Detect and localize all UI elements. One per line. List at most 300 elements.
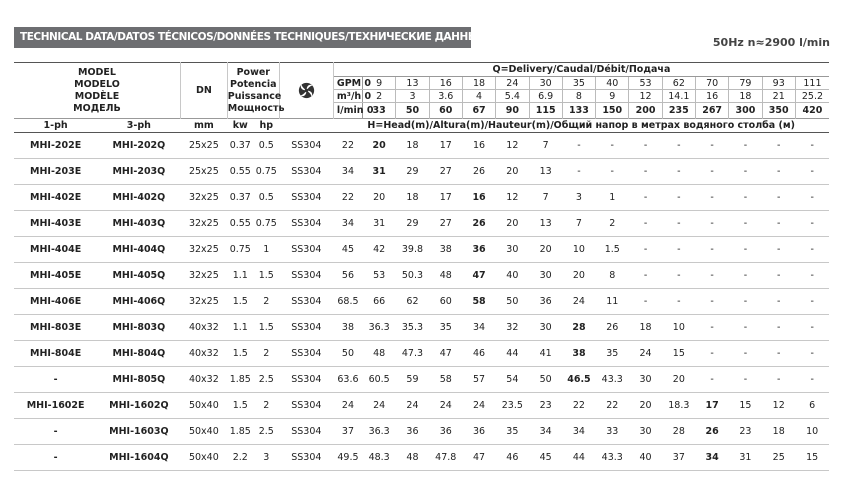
head-value: 17 xyxy=(695,393,728,419)
m3h-value: 16 xyxy=(695,90,728,103)
lmin-value: 267 xyxy=(695,103,728,119)
model-3ph: MHI-402Q xyxy=(97,185,180,211)
lmin-value: 200 xyxy=(629,103,662,119)
head-value: - xyxy=(795,159,829,185)
head-value: - xyxy=(762,237,795,263)
material-cell: SS304 xyxy=(279,367,333,393)
head-value: 29 xyxy=(396,211,429,237)
model-label-es: MODELO xyxy=(74,78,120,90)
table-row xyxy=(14,367,829,393)
head-value: 18 xyxy=(396,133,429,159)
hp-cell: 1.5 xyxy=(253,315,279,341)
head-value: 35 xyxy=(496,419,529,445)
head-value: - xyxy=(729,315,762,341)
head-value: - xyxy=(629,237,662,263)
head-value: 20 xyxy=(662,367,695,393)
head-value: 20 xyxy=(562,263,595,289)
ph1-header: 1-ph xyxy=(14,119,97,133)
lmin-value: 235 xyxy=(662,103,695,119)
head-value: 28 xyxy=(662,419,695,445)
gpm-value: 16 xyxy=(429,77,462,90)
kw-cell: 1.1 xyxy=(227,263,253,289)
head-value: 12 xyxy=(496,185,529,211)
table-row xyxy=(14,263,829,289)
technical-data-table xyxy=(14,62,829,471)
head-value: 7 xyxy=(562,211,595,237)
head-value: 38 xyxy=(562,341,595,367)
head-value: - xyxy=(629,159,662,185)
kw-cell: 1.1 xyxy=(227,315,253,341)
model-1ph: MHI-405E xyxy=(14,263,97,289)
head-value: 34 xyxy=(333,211,362,237)
model-1ph: MHI-203E xyxy=(14,159,97,185)
lmin-value: 150 xyxy=(596,103,629,119)
head-value: 47.3 xyxy=(396,341,429,367)
head-value: 30 xyxy=(629,367,662,393)
head-value: 1.5 xyxy=(596,237,629,263)
head-value: - xyxy=(562,133,595,159)
dn-cell: 40x32 xyxy=(180,315,227,341)
material-cell: SS304 xyxy=(279,237,333,263)
head-value: 20 xyxy=(496,159,529,185)
material-cell: SS304 xyxy=(279,445,333,471)
head-value: 20 xyxy=(363,185,396,211)
head-value: 46 xyxy=(496,445,529,471)
head-value: 38 xyxy=(333,315,362,341)
power-label-es: Potencia xyxy=(230,78,277,90)
kw-cell: 1.5 xyxy=(227,341,253,367)
model-3ph: MHI-805Q xyxy=(97,367,180,393)
kw-cell: 0.55 xyxy=(227,211,253,237)
gpm-value: 9 xyxy=(363,77,396,90)
kw-cell: 1.5 xyxy=(227,393,253,419)
head-value: 30 xyxy=(496,237,529,263)
model-1ph: MHI-804E xyxy=(14,341,97,367)
model-label-en: MODEL xyxy=(78,66,116,78)
m3h-value: 12 xyxy=(629,90,662,103)
table-row xyxy=(14,133,829,159)
table-header xyxy=(14,63,829,133)
head-value: 23.5 xyxy=(496,393,529,419)
lmin-label: l/min 0 xyxy=(333,103,362,119)
head-value: - xyxy=(729,341,762,367)
head-value: - xyxy=(729,211,762,237)
m3h-label: m³/h 0 xyxy=(333,90,362,103)
head-value: 39.8 xyxy=(396,237,429,263)
head-value: 31 xyxy=(729,445,762,471)
m3h-value: 25.2 xyxy=(795,90,829,103)
head-value: - xyxy=(629,289,662,315)
gpm-value: 93 xyxy=(762,77,795,90)
table-row xyxy=(14,211,829,237)
head-value: - xyxy=(795,263,829,289)
dn-cell: 25x25 xyxy=(180,133,227,159)
head-value: 2 xyxy=(596,211,629,237)
kw-cell: 0.37 xyxy=(227,185,253,211)
material-header xyxy=(279,119,333,133)
head-value: 48 xyxy=(396,445,429,471)
table-row xyxy=(14,341,829,367)
head-value: 8 xyxy=(596,263,629,289)
head-value: 63.6 xyxy=(333,367,362,393)
material-cell: SS304 xyxy=(279,341,333,367)
m3h-value: 6.9 xyxy=(529,90,562,103)
lmin-value: 67 xyxy=(462,103,495,119)
model-3ph: MHI-804Q xyxy=(97,341,180,367)
head-value: 16 xyxy=(462,185,495,211)
table-row xyxy=(14,393,829,419)
gpm-value: 30 xyxy=(529,77,562,90)
head-value: 45 xyxy=(529,445,562,471)
hp-cell: 2 xyxy=(253,341,279,367)
head-value: - xyxy=(795,133,829,159)
head-value: 44 xyxy=(496,341,529,367)
kw-cell: 0.55 xyxy=(227,159,253,185)
head-value: 26 xyxy=(462,211,495,237)
gpm-value: 111 xyxy=(795,77,829,90)
head-value: 17 xyxy=(429,133,462,159)
head-value: 24 xyxy=(562,289,595,315)
model-3ph: MHI-1602Q xyxy=(97,393,180,419)
head-value: 47.8 xyxy=(429,445,462,471)
head-value: 48 xyxy=(363,341,396,367)
head-value: - xyxy=(762,367,795,393)
head-value: 57 xyxy=(462,367,495,393)
dn-cell: 32x25 xyxy=(180,211,227,237)
material-cell: SS304 xyxy=(279,159,333,185)
head-value: - xyxy=(762,289,795,315)
dn-cell: 50x40 xyxy=(180,445,227,471)
head-value: 36 xyxy=(462,419,495,445)
head-value: 36 xyxy=(429,419,462,445)
head-value: 34 xyxy=(695,445,728,471)
model-1ph: MHI-406E xyxy=(14,289,97,315)
lmin-value: 115 xyxy=(529,103,562,119)
hp-cell: 2.5 xyxy=(253,419,279,445)
head-value: - xyxy=(729,263,762,289)
head-value: 18 xyxy=(629,315,662,341)
kw-cell: 0.75 xyxy=(227,237,253,263)
head-value: - xyxy=(695,133,728,159)
hp-cell: 0.75 xyxy=(253,211,279,237)
head-value: - xyxy=(662,185,695,211)
head-value: 6 xyxy=(795,393,829,419)
head-value: 27 xyxy=(429,211,462,237)
head-value: 10 xyxy=(562,237,595,263)
head-value: 36.3 xyxy=(363,419,396,445)
hp-cell: 2 xyxy=(253,393,279,419)
head-value: 26 xyxy=(462,159,495,185)
head-value: 45 xyxy=(333,237,362,263)
head-value: 35.3 xyxy=(396,315,429,341)
head-value: 15 xyxy=(662,341,695,367)
head-header: H=Head(m)/Altura(m)/Hauteur(m)/Общий напор в метрах водяного столба (м) xyxy=(333,119,829,133)
head-value: 24 xyxy=(333,393,362,419)
head-value: 62 xyxy=(396,289,429,315)
head-value: - xyxy=(695,341,728,367)
head-value: 10 xyxy=(662,315,695,341)
head-value: - xyxy=(795,341,829,367)
table-body xyxy=(14,133,829,471)
lmin-value: 300 xyxy=(729,103,762,119)
head-value: 20 xyxy=(529,237,562,263)
head-value: 60 xyxy=(429,289,462,315)
head-value: 29 xyxy=(396,159,429,185)
head-value: 47 xyxy=(429,341,462,367)
head-value: 46.5 xyxy=(562,367,595,393)
impeller-header xyxy=(279,63,333,119)
page-title: TECHNICAL DATA/DATOS TÉCNICOS/DONNÉES TECHNIQUES/ТЕХНИЧЕСКИЕ ДАННЫЕ xyxy=(14,27,471,48)
head-value: 50 xyxy=(529,367,562,393)
dn-cell: 50x40 xyxy=(180,393,227,419)
head-value: 16 xyxy=(462,133,495,159)
head-value: 42 xyxy=(363,237,396,263)
head-value: 43.3 xyxy=(596,367,629,393)
head-value: - xyxy=(795,315,829,341)
head-value: - xyxy=(695,289,728,315)
dn-cell: 40x32 xyxy=(180,367,227,393)
head-value: 17 xyxy=(429,185,462,211)
model-1ph: MHI-202E xyxy=(14,133,97,159)
dn-cell: 32x25 xyxy=(180,263,227,289)
material-cell: SS304 xyxy=(279,185,333,211)
head-value: 32 xyxy=(496,315,529,341)
material-cell: SS304 xyxy=(279,211,333,237)
head-value: - xyxy=(762,263,795,289)
model-1ph: MHI-404E xyxy=(14,237,97,263)
table-row xyxy=(14,289,829,315)
mm-header: mm xyxy=(180,119,227,133)
head-value: 31 xyxy=(363,159,396,185)
head-value: 34 xyxy=(462,315,495,341)
head-value: - xyxy=(795,211,829,237)
head-value: 13 xyxy=(529,211,562,237)
kw-cell: 1.5 xyxy=(227,289,253,315)
power-label-en: Power xyxy=(236,66,270,78)
head-value: 24 xyxy=(629,341,662,367)
gpm-value: 40 xyxy=(596,77,629,90)
head-value: 24 xyxy=(396,393,429,419)
lmin-value: 60 xyxy=(429,103,462,119)
head-value: - xyxy=(662,211,695,237)
kw-cell: 1.85 xyxy=(227,367,253,393)
head-value: - xyxy=(695,237,728,263)
model-header xyxy=(14,63,180,119)
gpm-value: 18 xyxy=(462,77,495,90)
head-value: 56 xyxy=(333,263,362,289)
head-value: 27 xyxy=(429,159,462,185)
model-1ph: MHI-403E xyxy=(14,211,97,237)
head-value: - xyxy=(729,185,762,211)
m3h-value: 4 xyxy=(462,90,495,103)
model-3ph: MHI-403Q xyxy=(97,211,180,237)
gpm-value: 53 xyxy=(629,77,662,90)
head-value: - xyxy=(695,315,728,341)
head-value: 58 xyxy=(429,367,462,393)
model-3ph: MHI-1604Q xyxy=(97,445,180,471)
hp-cell: 1 xyxy=(253,237,279,263)
head-value: 38 xyxy=(429,237,462,263)
hp-cell: 1.5 xyxy=(253,263,279,289)
subheader-row xyxy=(14,119,829,133)
m3h-value: 3.6 xyxy=(429,90,462,103)
head-value: 41 xyxy=(529,341,562,367)
model-3ph: MHI-202Q xyxy=(97,133,180,159)
head-value: 7 xyxy=(529,133,562,159)
head-value: - xyxy=(695,159,728,185)
head-value: - xyxy=(795,237,829,263)
head-value: 1 xyxy=(596,185,629,211)
m3h-value: 3 xyxy=(396,90,429,103)
head-value: 20 xyxy=(496,211,529,237)
head-value: 47 xyxy=(462,445,495,471)
head-value: - xyxy=(762,315,795,341)
material-cell: SS304 xyxy=(279,419,333,445)
head-value: 34 xyxy=(562,419,595,445)
kw-cell: 2.2 xyxy=(227,445,253,471)
head-value: 24 xyxy=(462,393,495,419)
head-value: - xyxy=(695,211,728,237)
head-value: 23 xyxy=(729,419,762,445)
head-value: - xyxy=(762,211,795,237)
gpm-value: 24 xyxy=(496,77,529,90)
head-value: 36 xyxy=(529,289,562,315)
head-value: 18 xyxy=(396,185,429,211)
head-value: 34 xyxy=(529,419,562,445)
gpm-label: GPM 0 xyxy=(333,77,362,90)
head-value: 49.5 xyxy=(333,445,362,471)
m3h-value: 9 xyxy=(596,90,629,103)
head-value: 40 xyxy=(496,263,529,289)
lmin-value: 420 xyxy=(795,103,829,119)
head-value: 53 xyxy=(363,263,396,289)
head-value: - xyxy=(762,159,795,185)
model-3ph: MHI-406Q xyxy=(97,289,180,315)
power-label-fr: Puissance xyxy=(227,90,282,102)
dn-cell: 40x32 xyxy=(180,341,227,367)
head-value: 26 xyxy=(695,419,728,445)
model-3ph: MHI-803Q xyxy=(97,315,180,341)
table-row xyxy=(14,445,829,471)
m3h-value: 21 xyxy=(762,90,795,103)
head-value: 26 xyxy=(596,315,629,341)
head-value: 28 xyxy=(562,315,595,341)
head-value: - xyxy=(729,133,762,159)
head-value: 24 xyxy=(429,393,462,419)
model-1ph: MHI-402E xyxy=(14,185,97,211)
m3h-value: 8 xyxy=(562,90,595,103)
head-value: 31 xyxy=(363,211,396,237)
head-value: - xyxy=(795,289,829,315)
head-value: 48.3 xyxy=(363,445,396,471)
head-value: - xyxy=(795,367,829,393)
dn-cell: 50x40 xyxy=(180,419,227,445)
head-value: 18 xyxy=(762,419,795,445)
head-value: - xyxy=(729,289,762,315)
hp-cell: 0.75 xyxy=(253,159,279,185)
power-label-ru: Мощность xyxy=(227,102,285,114)
head-value: 54 xyxy=(496,367,529,393)
dn-header: DN xyxy=(180,63,227,119)
model-label-ru: МОДЕЛЬ xyxy=(73,102,121,114)
head-value: 50.3 xyxy=(396,263,429,289)
head-value: - xyxy=(762,341,795,367)
head-value: 33 xyxy=(596,419,629,445)
gpm-value: 13 xyxy=(396,77,429,90)
model-1ph: MHI-803E xyxy=(14,315,97,341)
power-header xyxy=(227,63,285,119)
head-value: 20 xyxy=(629,393,662,419)
material-cell: SS304 xyxy=(279,289,333,315)
dn-cell: 32x25 xyxy=(180,289,227,315)
head-value: - xyxy=(629,185,662,211)
head-value: 48 xyxy=(429,263,462,289)
head-value: - xyxy=(695,263,728,289)
model-3ph: MHI-203Q xyxy=(97,159,180,185)
head-value: 50 xyxy=(496,289,529,315)
head-value: - xyxy=(629,211,662,237)
head-value: 18.3 xyxy=(662,393,695,419)
gpm-value: 79 xyxy=(729,77,762,90)
head-value: 22 xyxy=(562,393,595,419)
head-value: 22 xyxy=(596,393,629,419)
model-1ph: - xyxy=(14,445,97,471)
head-value: - xyxy=(695,367,728,393)
hp-cell: 3 xyxy=(253,445,279,471)
head-value: 34 xyxy=(333,159,362,185)
head-value: 12 xyxy=(496,133,529,159)
head-value: 36 xyxy=(396,419,429,445)
head-value: - xyxy=(596,159,629,185)
head-value: 59 xyxy=(396,367,429,393)
hp-header: hp xyxy=(253,119,279,133)
head-value: 37 xyxy=(662,445,695,471)
model-3ph: MHI-1603Q xyxy=(97,419,180,445)
impeller-icon xyxy=(298,82,315,99)
head-value: 46 xyxy=(462,341,495,367)
head-value: - xyxy=(562,159,595,185)
head-value: 50 xyxy=(333,341,362,367)
material-cell: SS304 xyxy=(279,133,333,159)
head-value: 13 xyxy=(529,159,562,185)
model-1ph: MHI-1602E xyxy=(14,393,97,419)
head-value: 35 xyxy=(596,341,629,367)
lmin-value: 90 xyxy=(496,103,529,119)
hp-cell: 2 xyxy=(253,289,279,315)
head-value: 20 xyxy=(363,133,396,159)
head-value: 15 xyxy=(795,445,829,471)
gpm-value: 35 xyxy=(562,77,595,90)
head-value: 30 xyxy=(629,419,662,445)
table-row xyxy=(14,315,829,341)
head-value: - xyxy=(729,159,762,185)
table-row xyxy=(14,419,829,445)
material-cell: SS304 xyxy=(279,315,333,341)
head-value: 43.3 xyxy=(596,445,629,471)
model-1ph: - xyxy=(14,367,97,393)
lmin-value: 350 xyxy=(762,103,795,119)
q-header: Q=Delivery/Caudal/Débit/Подача xyxy=(333,63,829,77)
dn-cell: 25x25 xyxy=(180,159,227,185)
head-value: 35 xyxy=(429,315,462,341)
head-value: - xyxy=(695,185,728,211)
head-value: 11 xyxy=(596,289,629,315)
lmin-value: 50 xyxy=(396,103,429,119)
gpm-value: 62 xyxy=(662,77,695,90)
head-value: - xyxy=(662,159,695,185)
head-value: - xyxy=(762,133,795,159)
kw-header: kw xyxy=(227,119,253,133)
